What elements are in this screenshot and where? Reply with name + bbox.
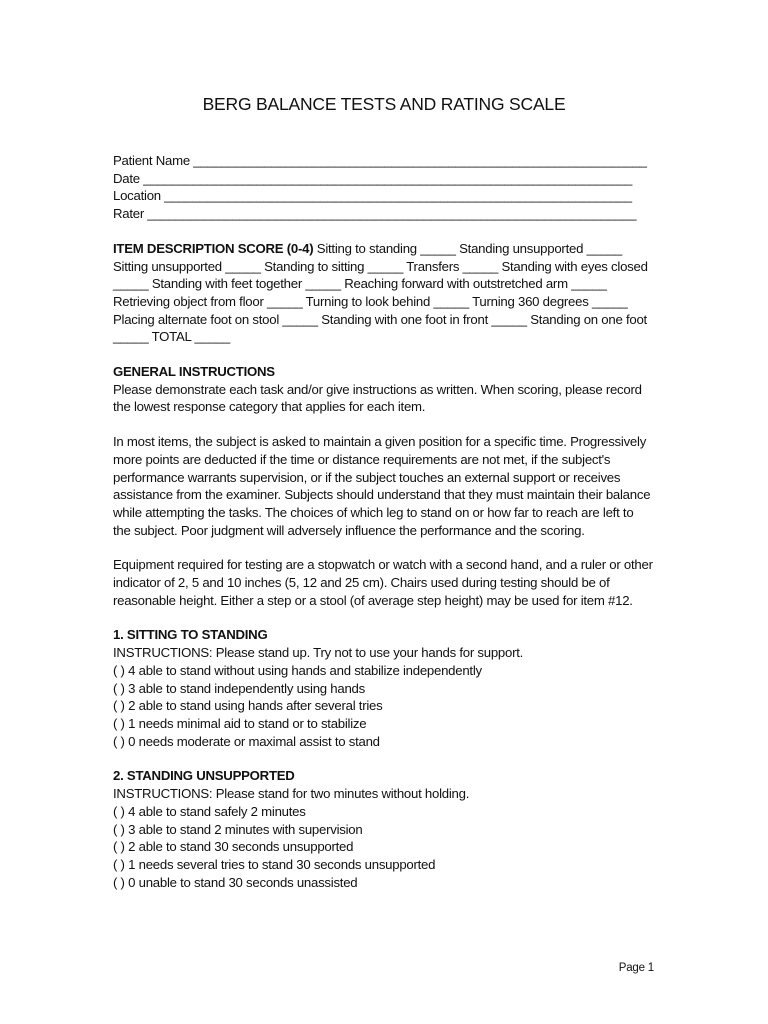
score-option[interactable]: ( ) 2 able to stand using hands after several tries	[113, 698, 383, 714]
section-heading: 1. SITTING TO STANDING	[113, 627, 268, 643]
score-option[interactable]: ( ) 0 needs moderate or maximal assist to stand	[113, 733, 380, 749]
location-field[interactable]: Location __________________________________________________________________	[113, 188, 632, 204]
document-body	[113, 152, 653, 891]
page-number: Page 1	[618, 962, 654, 974]
score-option[interactable]: ( ) 2 able to stand 30 seconds unsupported	[113, 839, 354, 855]
section-sitting-to-standing	[113, 626, 653, 750]
general-instructions-para-1: Please demonstrate each task and/or give instructions as written. When scoring, please record the lowest response category that applies for each item.	[113, 381, 642, 415]
item-description-text: Sitting to standing _____ Standing unsupported _____ Sitting unsupported _____ Standing to sitting _____ Transfers _____ Standing with eyes closed _____ Standing with feet together _____ Reaching forward with outstretched arm _____ Retrieving object from floor _____ Turning to look behind _____ Turning 360 degrees _____ Placing alternate foot on stool _____ Standing with one foot in front _____ Standing on one foot _____ TOTAL _____	[113, 240, 648, 345]
general-instructions-heading: GENERAL INSTRUCTIONS	[113, 364, 275, 380]
score-option[interactable]: ( ) 4 able to stand safely 2 minutes	[113, 803, 306, 819]
score-option[interactable]: ( ) 3 able to stand independently using hands	[113, 680, 365, 696]
section-instructions: INSTRUCTIONS: Please stand up. Try not to use your hands for support.	[113, 645, 524, 661]
section-standing-unsupported	[113, 767, 653, 891]
general-instructions-para-3: Equipment required for testing are a stopwatch or watch with a second hand, and a ruler or other indicator of 2, 5 and 10 inches (5, 12 and 25 cm). Chairs used during testing should be of reasonable height. Either a step or a stool (of average step height) may be used for item #12.	[113, 557, 653, 608]
section-instructions: INSTRUCTIONS: Please stand for two minutes without holding.	[113, 786, 470, 802]
header-fields	[113, 152, 653, 223]
rater-field[interactable]: Rater _____________________________________________________________________	[113, 206, 637, 222]
score-option[interactable]: ( ) 1 needs minimal aid to stand or to stabilize	[113, 715, 367, 731]
score-option[interactable]: ( ) 4 able to stand without using hands and stabilize independently	[113, 662, 482, 678]
date-field[interactable]: Date _____________________________________________________________________	[113, 170, 633, 186]
item-description-block	[113, 240, 653, 346]
general-instructions-section	[113, 363, 653, 609]
patient-name-field[interactable]: Patient Name ________________________________________________________________	[113, 153, 647, 168]
item-description-heading: ITEM DESCRIPTION SCORE (0-4)	[113, 240, 314, 256]
general-instructions-para-2: In most items, the subject is asked to maintain a given position for a specific time. Progressively more points are deducted if the time or distance requirements are not met, if the subject's performance warrants supervision, or if the subject touches an external support or receives assistance from the examiner. Subjects should understand that they must maintain their balance while attempting the tasks. The choices of which leg to stand on or how far to reach are left to the subject. Poor judgment will adversely influence the performance and the scoring.	[113, 434, 651, 538]
score-option[interactable]: ( ) 1 needs several tries to stand 30 seconds unsupported	[113, 856, 436, 872]
section-heading: 2. STANDING UNSUPPORTED	[113, 768, 295, 784]
score-option[interactable]: ( ) 3 able to stand 2 minutes with supervision	[113, 821, 363, 837]
document-title: BERG BALANCE TESTS AND RATING SCALE	[202, 94, 566, 114]
score-option[interactable]: ( ) 0 unable to stand 30 seconds unassisted	[113, 874, 358, 890]
